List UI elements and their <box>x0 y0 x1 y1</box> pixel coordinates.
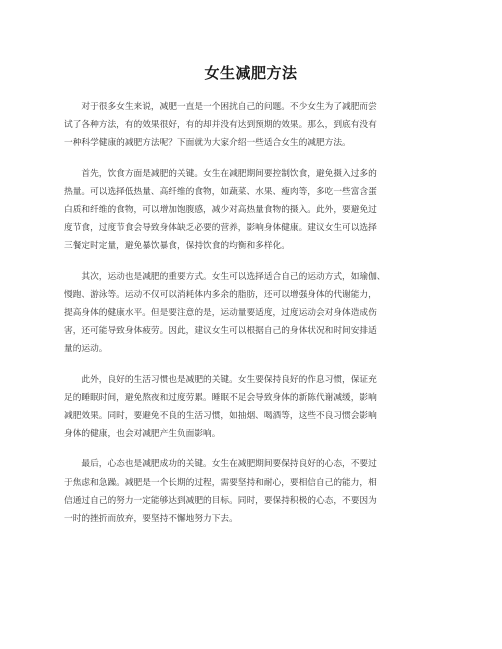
paragraph-line: 此外，良好的生活习惯也是减肥的关键。女生要保持良好的作息习惯，保证充 <box>64 374 377 385</box>
paragraph-line: 白质和纤维的食物，可以增加饱腹感，减少对高热量食物的摄入。此外，要避免过 <box>64 205 377 216</box>
paragraph-diet <box>64 165 438 256</box>
paragraph-line: 其次，运动也是减肥的重要方式。女生可以选择适合自己的运动方式，如瑜伽、 <box>64 271 386 282</box>
paragraph-line: 最后，心态也是减肥成功的关键。女生在减肥期间要保持良好的心态，不要过 <box>64 459 377 470</box>
paragraph-line: 害，还可能导致身体疲劳。因此，建议女生可以根据自己的身体状况和时间安排适 <box>64 326 377 337</box>
paragraph-line: 一种科学健康的减肥方法呢？下面就为大家介绍一些适合女生的减肥方法。 <box>64 138 351 149</box>
paragraph-line: 热量。可以选择低热量、高纤维的食物，如蔬菜、水果、瘦肉等，多吃一些富含蛋 <box>64 186 377 197</box>
paragraph-line: 试了各种方法，有的效果很好，有的却并没有达到预期的效果。那么，到底有没有 <box>64 120 377 131</box>
paragraph-line: 对于很多女生来说，减肥一直是一个困扰自己的问题。不少女生为了减肥而尝 <box>64 102 377 112</box>
paragraph-line: 身体的健康，也会对减肥产生负面影响。 <box>64 429 221 440</box>
paragraph-exercise <box>64 268 438 359</box>
paragraph-intro <box>64 98 438 153</box>
paragraph-line: 三餐定时定量，避免暴饮暴食，保持饮食的均衡和多样化。 <box>64 241 290 252</box>
paragraph-line: 足的睡眠时间，避免熬夜和过度劳累。睡眠不足会导致身体的新陈代谢减缓，影响 <box>64 392 377 403</box>
document-title: 女生减肥方法 <box>204 64 298 82</box>
paragraph-line: 量的运动。 <box>64 344 108 355</box>
paragraph-line: 度节食，过度节食会导致身体缺乏必要的营养，影响身体健康。建议女生可以选择 <box>64 223 377 234</box>
document-body <box>64 98 438 540</box>
paragraph-mindset <box>64 455 438 528</box>
paragraph-line: 一时的挫折而放弃，要坚持不懈地努力下去。 <box>64 514 238 525</box>
paragraph-line: 首先，饮食方面是减肥的关键。女生在减肥期间要控制饮食，避免摄入过多的 <box>64 168 377 179</box>
paragraph-line: 提高身体的健康水平。但是要注意的是，运动量要适度，过度运动会对身体造成伤 <box>64 308 377 319</box>
paragraph-line: 慢跑、游泳等。运动不仅可以消耗体内多余的脂肪，还可以增强身体的代谢能力， <box>64 289 377 300</box>
paragraph-line: 于焦虑和急躁。减肥是一个长期的过程，需要坚持和耐心，要相信自己的能力，相 <box>64 477 377 488</box>
paragraph-line: 减肥效果。同时，要避免不良的生活习惯，如抽烟、喝酒等，这些不良习惯会影响 <box>64 411 377 422</box>
paragraph-habits <box>64 371 438 444</box>
paragraph-line: 信通过自己的努力一定能够达到减肥的目标。同时，要保持积极的心态，不要因为 <box>64 495 377 506</box>
